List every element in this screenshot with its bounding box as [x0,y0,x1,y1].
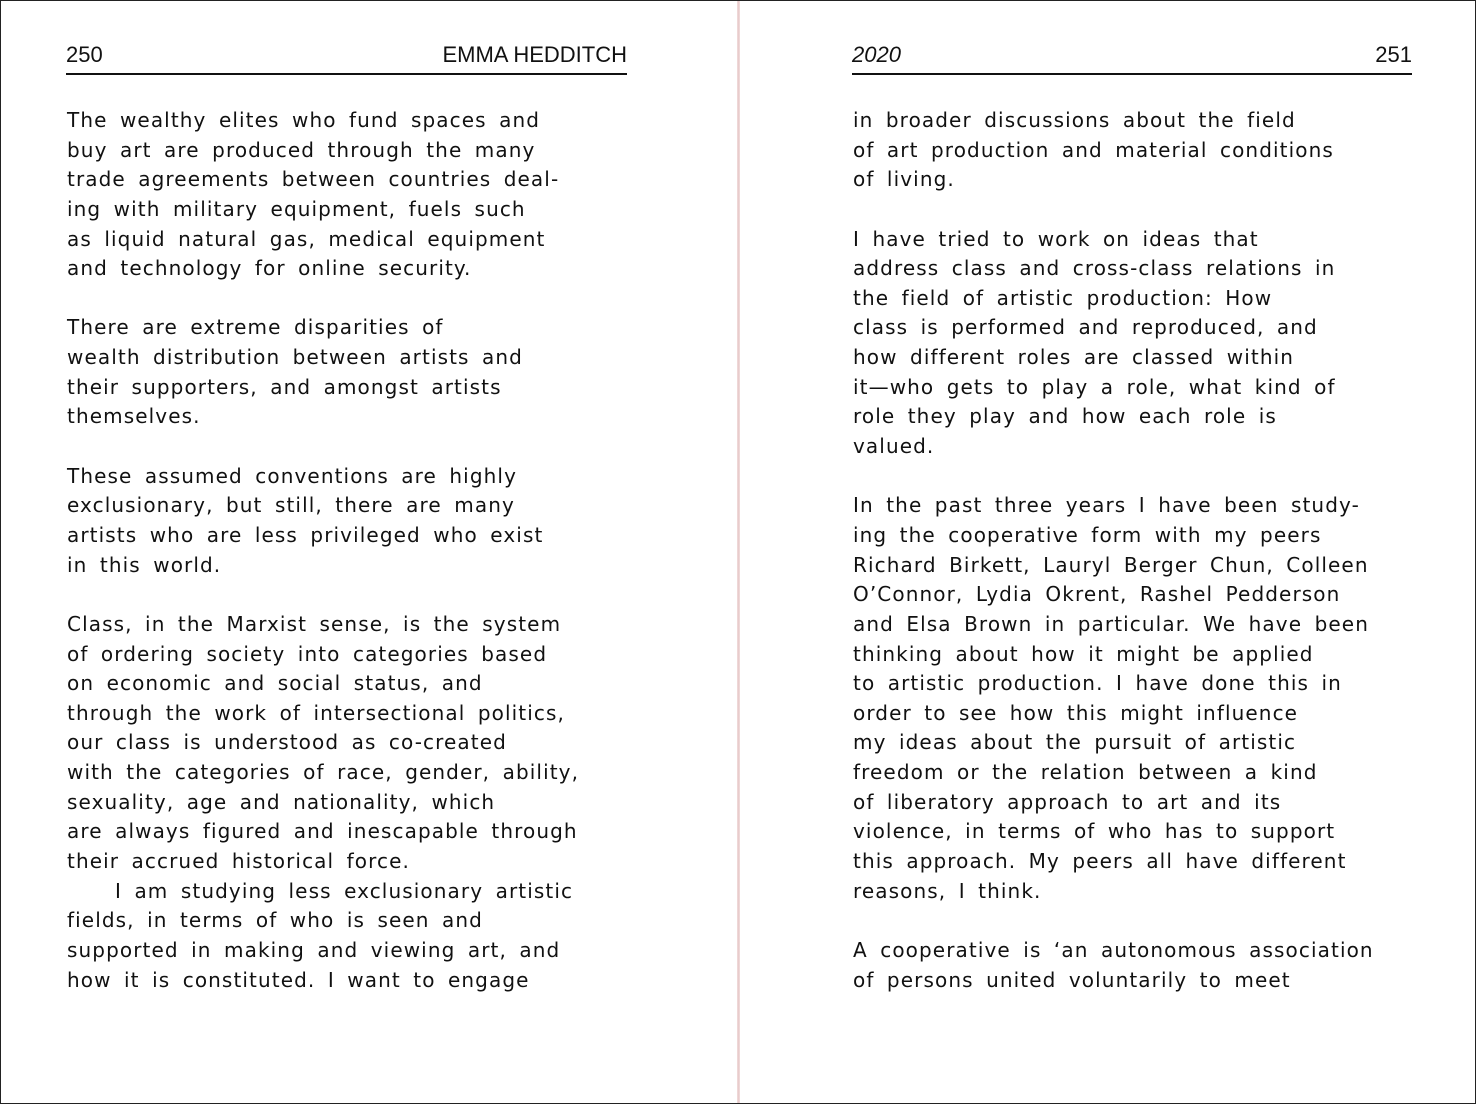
text-line: I have tried to work on ideas that [853,226,1259,251]
text-line: role they play and how each role is [853,404,1277,429]
text-line: of art production and material conditions [853,137,1334,162]
paragraph-break [853,462,1412,492]
text-line: supported in making and viewing art, and [67,937,561,962]
text-line: in this world. [67,552,222,577]
right-page-body [853,106,1412,995]
text-line: valued. [853,434,935,459]
text-line: my ideas about the pursuit of artistic [853,730,1297,755]
text-line: of persons united voluntarily to meet [853,967,1291,992]
text-line: Class, in the Marxist sense, is the system [67,611,562,636]
left-running-head: EMMA HEDDITCH [442,42,627,67]
text-line: are always figured and inescapable through [67,819,578,844]
left-page-number: 250 [66,42,103,67]
left-page [66,1,627,1103]
text-line: of living. [853,167,955,192]
text-line: ing the cooperative form with my peers [853,522,1322,547]
text-line: Richard Birkett, Lauryl Berger Chun, Colleen [853,552,1369,577]
text-line: reasons, I think. [853,878,1042,903]
text-line: sexuality, age and nationality, which [67,789,496,814]
text-line: how different roles are classed within [853,345,1295,370]
text-line: in broader discussions about the field [853,108,1296,132]
text-line: order to see how this might influence [853,700,1299,725]
paragraph-break [853,195,1412,225]
paragraph-break [853,906,1412,936]
book-gutter [737,1,740,1103]
text-line: A cooperative is ‘an autonomous association [853,937,1374,962]
text-line: address class and cross-class relations in [853,256,1336,281]
text-line: the field of artistic production: How [853,285,1273,310]
text-line: and technology for online security. [67,256,472,281]
text-line: ing with military equipment, fuels such [67,196,526,221]
text-line: of liberatory approach to art and its [853,789,1282,814]
text-line: their accrued historical force. [67,849,410,874]
left-page-body [67,106,627,995]
text-line: it—who gets to play a role, what kind of [853,374,1336,399]
text-line: how it is constituted. I want to engage [67,967,530,992]
right-page-header [852,39,1412,75]
text-line: with the categories of race, gender, ability, [67,760,580,785]
text-line: fields, in terms of who is seen and [67,908,483,933]
right-page-number: 251 [1375,42,1412,67]
text-line: freedom or the relation between a kind [853,760,1318,785]
text-line: through the work of intersectional politics, [67,700,565,725]
text-line: thinking about how it might be applied [853,641,1314,666]
text-line: to artistic production. I have done this in [853,671,1342,696]
text-line: as liquid natural gas, medical equipment [67,226,546,251]
text-line: our class is understood as co-created [67,730,507,755]
paragraph-break [67,432,627,462]
paragraph-break [67,284,627,314]
right-running-head: 2020 [852,42,901,67]
text-line: I am studying less exclusionary artistic [115,878,574,903]
text-line: trade agreements between countries deal- [67,167,560,192]
text-line: this approach. My peers all have different [853,849,1347,874]
text-line: O’Connor, Lydia Okrent, Rashel Pedderson [853,582,1341,607]
text-line: There are extreme disparities of [67,315,444,340]
text-line: wealth distribution between artists and [67,345,523,370]
text-line: of ordering society into categories based [67,641,548,666]
text-line: and Elsa Brown in particular. We have been [853,611,1369,636]
text-line: class is performed and reproduced, and [853,315,1318,340]
text-line: The wealthy elites who fund spaces and [67,108,541,132]
text-line: their supporters, and amongst artists [67,374,502,399]
right-page [852,1,1412,1103]
text-line: exclusionary, but still, there are many [67,493,515,518]
text-line: buy art are produced through the many [67,137,536,162]
text-line: artists who are less privileged who exist [67,522,544,547]
text-line: themselves. [67,404,201,429]
left-page-header [66,39,627,75]
text-line: violence, in terms of who has to support [853,819,1336,844]
text-line: In the past three years I have been study- [853,493,1360,518]
text-line: on economic and social status, and [67,671,483,696]
text-line: These assumed conventions are highly [67,463,518,488]
paragraph-break [67,580,627,610]
